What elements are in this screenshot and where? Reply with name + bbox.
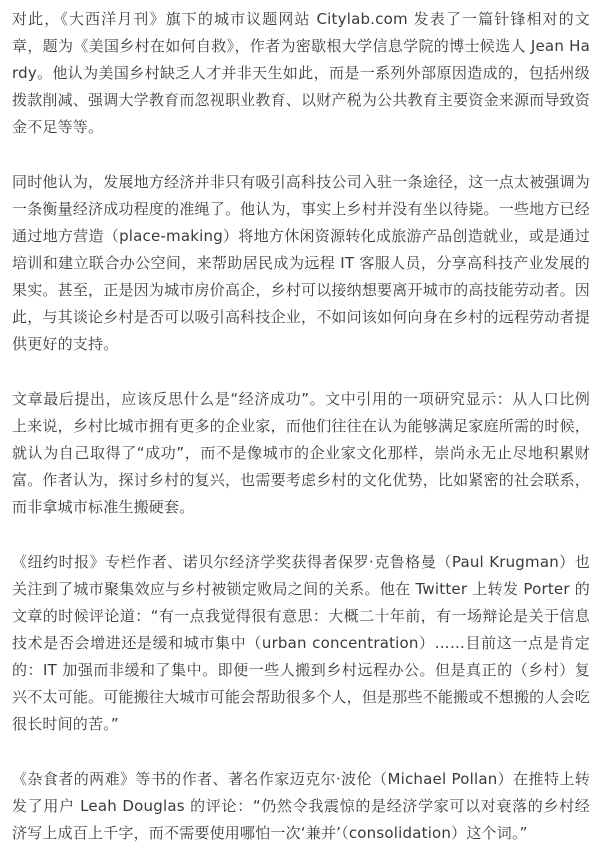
paragraph-local-economy: 同时他认为，发展地方经济并非只有吸引高科技公司入驻一条途径，这一点太被强调为一条衡量经济成功程度的准绳了。他认为，事实上乡村并没有坐以待毙。一些地方已经通过地方营造（place-making）将地方休闲资源转化成旅游产品创造就业，或是通过培训和建立联合办公空间，来帮助居民成为远程 IT 客服人员，分享高科技产业发展的果实。甚至，正是因为城市房价高企，乡村可以接纳想要离开城市的高技能劳动者。因此，与其谈论乡村是否可以吸引高科技企业，不如问该如何向身在乡村的远程劳动者提供更好的支持。 [12,173,590,353]
paragraph-pollan: 《杂食者的两难》等书的作者、著名作家迈克尔·波伦（Michael Pollan）在推特上转发了用户 Leah Douglas 的评论：“仍然令我震惊的是经济学家可以对衰落的乡村经济写上成百上千字，而不需要使用哪怕一次‘兼并’（consolidation）这个词。” [12,770,590,842]
paragraph-citylab-response: 对此，《大西洋月刊》旗下的城市议题网站 Citylab.com 发表了一篇针锋相对的文章，题为《美国乡村在如何自救》，作者为密歇根大学信息学院的博士候选人 Jean Hardy。他认为美国乡村缺乏人才并非天生如此，而是一系列外部原因造成的，包括州级拨款削减、强调大学教育而忽视职业教育、以财产税为公共教育主要资金来源而导致资金不足等等。 [12,10,590,136]
article-body [12,6,590,847]
paragraph-krugman: 《纽约时报》专栏作者、诺贝尔经济学奖获得者保罗·克鲁格曼（Paul Krugman）也关注到了城市聚集效应与乡村被锁定败局之间的关系。他在 Twitter 上转发 Porter 的文章的时候评论道：“有一点我觉得很有意思：大概二十年前，有一场辩论是关于信息技术是否会增进还是缓和城市集中（urban concentration）……目前这一点是肯定的：IT 加强而非缓和了集中。即便一些人搬到乡村远程办公。但是真正的（乡村）复兴不太可能。可能搬往大城市可能会帮助很多个人，但是那些不能搬或不想搬的人会吃很长时间的苦。” [12,553,590,733]
paragraph-economic-success: 文章最后提出，应该反思什么是“经济成功”。文中引用的一项研究显示：从人口比例上来说，乡村比城市拥有更多的企业家，而他们往往在认为能够满足家庭所需的时候，就认为自己取得了“成功”，而不是像城市的企业家文化那样，崇尚永无止尽地积累财富。作者认为，探讨乡村的复兴，也需要考虑乡村的文化优势，比如紧密的社会联系，而非拿城市标准生搬硬套。 [12,390,590,516]
